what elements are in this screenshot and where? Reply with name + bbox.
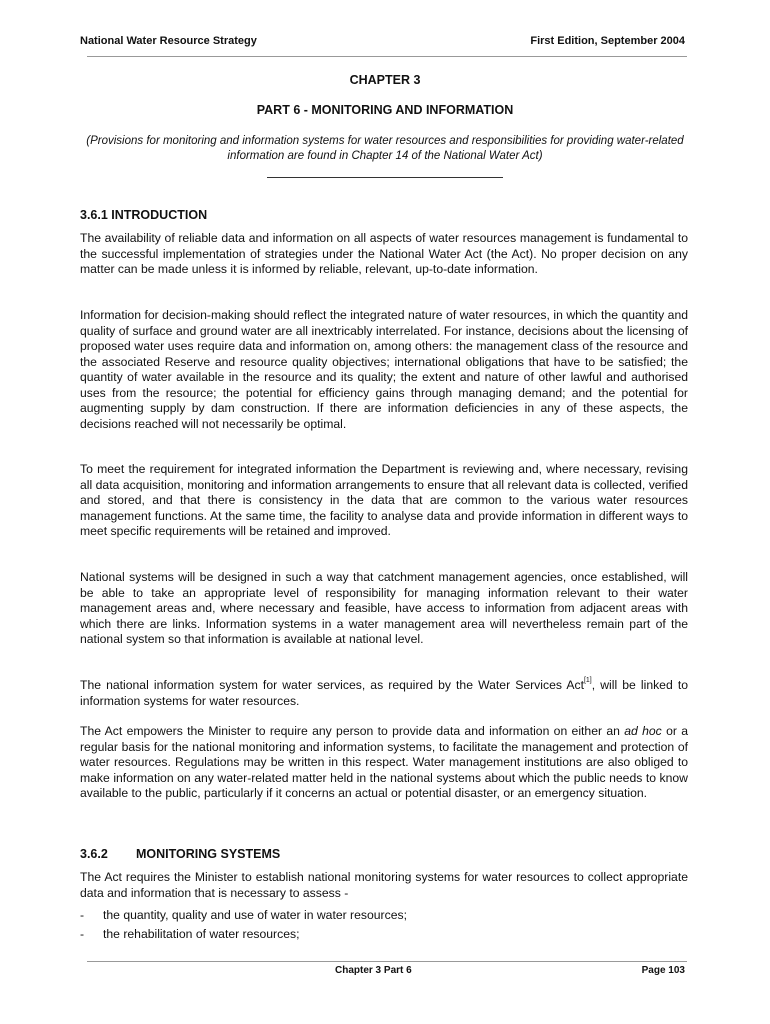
page-header <box>80 35 685 49</box>
footer-chapter: Chapter 3 Part 6 <box>335 965 412 976</box>
paragraph-3: To meet the requirement for integrated information the Department is reviewing and, where necessary, revising all data acquisition, monitoring and information arrangements to ensure that all relevant data is collected, verified and stored, and that there is consistency in the data that are common to the various water resources management functions. At the same time, the facility to analyse data and provide information in different ways to meet specific requirements will be retained and improved. <box>80 462 688 538</box>
header-rule <box>87 56 687 57</box>
footer-page-number: Page 103 <box>641 965 685 976</box>
section-heading-introduction: 3.6.1 INTRODUCTION <box>80 208 208 222</box>
paragraph-7: The Act requires the Minister to establish national monitoring systems for water resources to collect appropriate data and information that is necessary to assess - <box>80 870 688 900</box>
header-edition: First Edition, September 2004 <box>530 35 685 47</box>
provisions-note: (Provisions for monitoring and information systems for water resources and responsibilities for providing water-related information are found in Chapter 14 of the National Water Act) <box>86 135 684 162</box>
part-title: PART 6 - MONITORING AND INFORMATION <box>256 103 514 117</box>
list-bullet: - <box>80 908 85 922</box>
paragraph-6-text-end: or a regular basis for the national monitoring and information systems, to facilitate the management and protection of water resources. Regulations may be written in this respect. Water management institutions are also obliged to make information on any water-related matter held in the national systems about which the public needs to know available to the public, particularly if it concerns an actual or potential disaster, or an emergency situation. <box>80 724 689 800</box>
list-bullet: - <box>80 927 85 941</box>
title-divider <box>267 177 503 178</box>
section-number: 3.6.2 <box>80 847 108 861</box>
paragraph-2: Information for decision-making should reflect the integrated nature of water resources, in which the quantity and quality of surface and ground water are all inextricably interrelated. For instance, decisions about the licensing of proposed water uses require data and information on, among others: the management class of the resource and the associated Reserve and resource quality objectives; international obligations that have to be satisfied; the quantity of water available in the resource and its quality; the extent and nature of other lawful and authorised uses from the resource; the potential for efficiency gains through managing demand; and the potential for augmenting supply by dam construction. If there are information deficiencies in any of these aspects, the decisions reached will not necessarily be optimal. <box>80 308 688 431</box>
paragraph-6-italic: ad hoc <box>624 724 662 738</box>
section-heading-monitoring <box>80 847 280 861</box>
section-title: MONITORING SYSTEMS <box>136 847 281 861</box>
paragraph-4: National systems will be designed in such a way that catchment management agencies, once established, will be able to take an appropriate level of responsibility for managing information relevant to their water management areas and, where necessary and feasible, have access to information from adjacent areas with which there are links. Information systems in a water management area will nevertheless remain part of the national system so that information is available at national level. <box>80 570 688 646</box>
footnote-reference[interactable]: [1] <box>583 677 592 684</box>
page-footer <box>80 965 685 979</box>
paragraph-5-text: The national information system for water services, as required by the Water Services Act <box>80 678 584 692</box>
paragraph-6-text: The Act empowers the Minister to require any person to provide data and information on either an <box>80 724 625 738</box>
chapter-title: CHAPTER 3 <box>349 73 421 87</box>
paragraph-5-text-end: , will be linked to information systems for water resources. <box>80 678 688 708</box>
header-title: National Water Resource Strategy <box>80 35 257 47</box>
list-item-text: the rehabilitation of water resources; <box>103 927 300 941</box>
paragraph-1: The availability of reliable data and information on all aspects of water resources management is fundamental to the successful implementation of strategies under the National Water Act (the Act). No proper decision on any matter can be made unless it is informed by reliable, relevant, up-to-date information. <box>80 231 688 276</box>
paragraph-6 <box>80 724 688 802</box>
paragraph-5 <box>80 678 688 709</box>
footer-rule <box>87 961 687 962</box>
list-item-text: the quantity, quality and use of water in water resources; <box>103 908 407 922</box>
